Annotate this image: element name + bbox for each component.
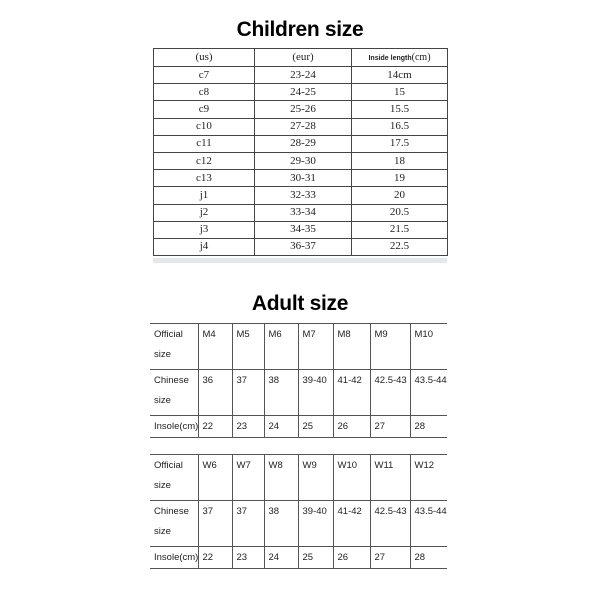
official-size-cell: M5 — [232, 324, 264, 370]
chinese-size-label: Chinese size — [150, 370, 198, 416]
chinese-size-label: Chinese size — [150, 501, 198, 547]
cell-eur: 33-34 — [255, 204, 352, 221]
cell-length: 16.5 — [352, 118, 448, 135]
chinese-size-cell: 42.5-43 — [370, 370, 410, 416]
adult-women-size-table — [150, 454, 447, 569]
cell-length: 20.5 — [352, 204, 448, 221]
header-inside-length-label: Inside length — [368, 54, 412, 62]
insole-cell: 24 — [264, 547, 298, 569]
cell-length: 14cm — [352, 67, 448, 84]
insole-cell: 26 — [333, 416, 370, 438]
chinese-size-cell: 37 — [232, 501, 264, 547]
cell-length: 17.5 — [352, 135, 448, 152]
children-size-table — [153, 48, 448, 256]
chinese-size-cell: 37 — [232, 370, 264, 416]
children-size-title: Children size — [236, 18, 364, 41]
adult-men-size-table — [150, 323, 447, 438]
insole-row — [150, 547, 447, 569]
official-size-cell: M7 — [298, 324, 333, 370]
table-row — [154, 187, 448, 204]
table-row — [154, 135, 448, 152]
cell-length: 19 — [352, 170, 448, 187]
chinese-size-cell: 41-42 — [333, 370, 370, 416]
chinese-size-cell: 41-42 — [333, 501, 370, 547]
official-size-cell: W6 — [198, 455, 232, 501]
official-size-cell: M4 — [198, 324, 232, 370]
chinese-size-cell: 38 — [264, 501, 298, 547]
cell-us: j4 — [154, 238, 255, 255]
table-row — [154, 152, 448, 169]
header-inside-length — [352, 49, 448, 67]
official-size-cell: W12 — [410, 455, 447, 501]
cell-eur: 25-26 — [255, 101, 352, 118]
chinese-size-row — [150, 370, 447, 416]
cell-length: 22.5 — [352, 238, 448, 255]
cell-length: 15 — [352, 84, 448, 101]
chinese-size-cell: 39-40 — [298, 370, 333, 416]
cell-us: j1 — [154, 187, 255, 204]
header-us: (us) — [154, 49, 255, 67]
insole-cell: 23 — [232, 547, 264, 569]
chinese-size-cell: 39-40 — [298, 501, 333, 547]
insole-cell: 22 — [198, 416, 232, 438]
cell-eur: 29-30 — [255, 152, 352, 169]
table-header-row — [154, 49, 448, 67]
cell-us: j3 — [154, 221, 255, 238]
table-bottom-strip — [153, 258, 447, 263]
insole-cell: 27 — [370, 416, 410, 438]
cell-length: 20 — [352, 187, 448, 204]
cell-us: c8 — [154, 84, 255, 101]
cell-us: c7 — [154, 67, 255, 84]
adult-size-title: Adult size — [251, 292, 349, 315]
cell-us: c12 — [154, 152, 255, 169]
official-size-cell: M9 — [370, 324, 410, 370]
table-row — [154, 101, 448, 118]
cell-us: c11 — [154, 135, 255, 152]
chinese-size-cell: 42.5-43 — [370, 501, 410, 547]
insole-cell: 26 — [333, 547, 370, 569]
official-size-cell: W8 — [264, 455, 298, 501]
chinese-size-cell: 36 — [198, 370, 232, 416]
insole-cell: 25 — [298, 416, 333, 438]
cell-us: c13 — [154, 170, 255, 187]
insole-cell: 27 — [370, 547, 410, 569]
cell-eur: 34-35 — [255, 221, 352, 238]
chinese-size-cell: 43.5-44 — [410, 501, 447, 547]
cell-us: j2 — [154, 204, 255, 221]
insole-label: Insole(cm) — [150, 547, 198, 569]
official-size-row — [150, 324, 447, 370]
cell-us: c10 — [154, 118, 255, 135]
chinese-size-cell: 37 — [198, 501, 232, 547]
insole-cell: 22 — [198, 547, 232, 569]
table-row — [154, 84, 448, 101]
official-size-cell: M8 — [333, 324, 370, 370]
cell-eur: 36-37 — [255, 238, 352, 255]
chinese-size-cell: 43.5-44 — [410, 370, 447, 416]
cell-eur: 24-25 — [255, 84, 352, 101]
official-size-cell: W7 — [232, 455, 264, 501]
official-size-cell: W9 — [298, 455, 333, 501]
cell-eur: 32-33 — [255, 187, 352, 204]
table-row — [154, 118, 448, 135]
table-row — [154, 204, 448, 221]
official-size-cell: M6 — [264, 324, 298, 370]
chinese-size-row — [150, 501, 447, 547]
official-size-cell: M10 — [410, 324, 447, 370]
official-size-cell: W11 — [370, 455, 410, 501]
cell-eur: 27-28 — [255, 118, 352, 135]
insole-cell: 25 — [298, 547, 333, 569]
table-row — [154, 238, 448, 255]
header-inside-length-unit: (cm) — [411, 51, 431, 63]
official-size-cell: W10 — [333, 455, 370, 501]
cell-eur: 23-24 — [255, 67, 352, 84]
insole-row — [150, 416, 447, 438]
insole-cell: 24 — [264, 416, 298, 438]
insole-label: Insole(cm) — [150, 416, 198, 438]
table-row — [154, 170, 448, 187]
cell-eur: 30-31 — [255, 170, 352, 187]
insole-cell: 23 — [232, 416, 264, 438]
cell-length: 18 — [352, 152, 448, 169]
insole-cell: 28 — [410, 416, 447, 438]
cell-eur: 28-29 — [255, 135, 352, 152]
cell-us: c9 — [154, 101, 255, 118]
table-row — [154, 221, 448, 238]
chinese-size-cell: 38 — [264, 370, 298, 416]
header-eur: (eur) — [255, 49, 352, 67]
insole-cell: 28 — [410, 547, 447, 569]
table-row — [154, 67, 448, 84]
cell-length: 21.5 — [352, 221, 448, 238]
cell-length: 15.5 — [352, 101, 448, 118]
official-size-row — [150, 455, 447, 501]
official-size-label: Official size — [150, 324, 198, 370]
official-size-label: Official size — [150, 455, 198, 501]
